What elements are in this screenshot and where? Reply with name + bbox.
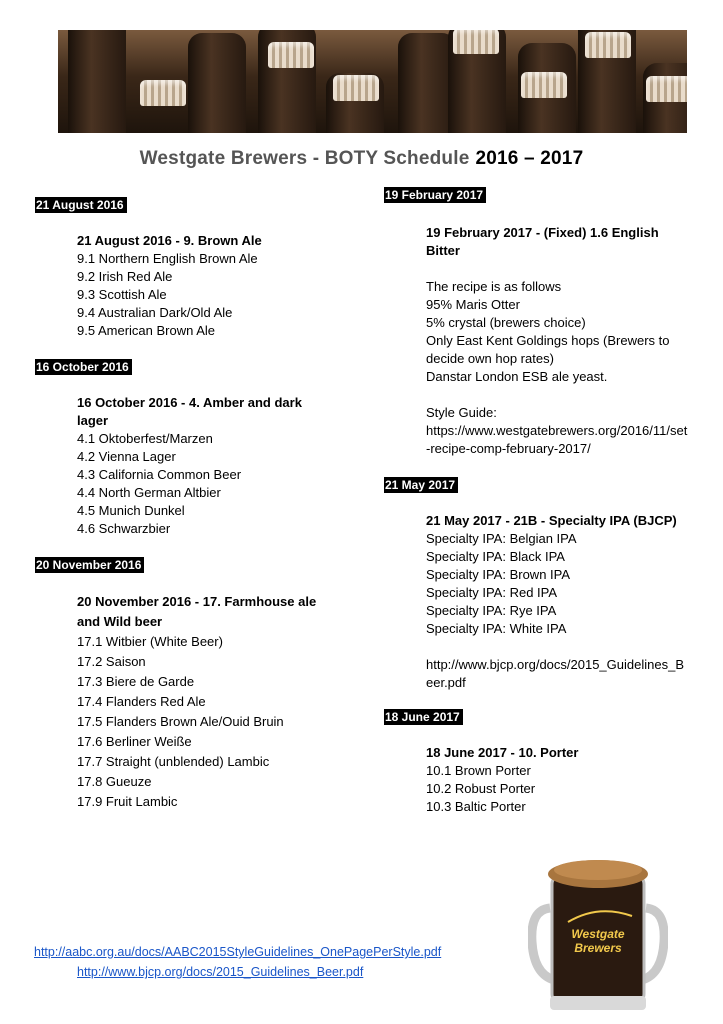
title-text: Westgate Brewers - BOTY Schedule bbox=[139, 148, 470, 169]
date-header: 21 May 2017 bbox=[384, 477, 458, 493]
list-item: 17.7 Straight (unblended) Lambic bbox=[77, 754, 270, 769]
bottle-cap bbox=[646, 76, 687, 102]
list-item: Specialty IPA: Black IPA bbox=[426, 549, 565, 564]
schedule-entry bbox=[35, 358, 335, 538]
header-bottles-photo bbox=[58, 30, 687, 133]
recipe-intro: The recipe is as follows bbox=[426, 279, 562, 294]
list-item: 9.2 Irish Red Ale bbox=[77, 269, 173, 284]
footer-links bbox=[34, 942, 441, 982]
list-item: 5% crystal (brewers choice) bbox=[426, 315, 586, 330]
list-item: 17.1 Witbier (White Beer) bbox=[77, 634, 223, 649]
list-item: 17.5 Flanders Brown Ale/Ouid Bruin bbox=[77, 714, 284, 729]
entry-heading: 18 June 2017 - 10. Porter bbox=[426, 745, 579, 760]
mug-base bbox=[550, 996, 646, 1010]
list-item: 17.6 Berliner Weiße bbox=[77, 734, 192, 749]
list-item: 17.9 Fruit Lambic bbox=[77, 794, 178, 809]
entry-heading: 20 November 2016 - 17. Farmhouse ale and Wild beer bbox=[77, 594, 317, 629]
list-item: 17.3 Biere de Garde bbox=[77, 674, 195, 689]
list-item: 9.1 Northern English Brown Ale bbox=[77, 251, 258, 266]
list-item: 4.2 Vienna Lager bbox=[77, 449, 176, 464]
list-item: Danstar London ESB ale yeast. bbox=[426, 369, 608, 384]
bottle-cap bbox=[453, 30, 499, 54]
date-header: 19 February 2017 bbox=[384, 187, 486, 203]
list-item: 10.1 Brown Porter bbox=[426, 763, 531, 778]
mug-logo-line2: Brewers bbox=[574, 941, 622, 955]
list-item: Specialty IPA: White IPA bbox=[426, 621, 567, 636]
list-item: 17.4 Flanders Red Ale bbox=[77, 694, 206, 709]
entry-heading: 21 August 2016 - 9. Brown Ale bbox=[77, 233, 262, 248]
list-item: 10.3 Baltic Porter bbox=[426, 799, 526, 814]
style-guide-url: https://www.westgatebrewers.org/2016/11/set-recipe-comp-february-2017/ bbox=[426, 423, 688, 456]
list-item: 9.3 Scottish Ale bbox=[77, 287, 167, 302]
bottle bbox=[188, 33, 246, 133]
list-item: Specialty IPA: Brown IPA bbox=[426, 567, 571, 582]
beer-mug-image bbox=[528, 846, 668, 1014]
list-item: 4.1 Oktoberfest/Marzen bbox=[77, 431, 213, 446]
list-item: 95% Maris Otter bbox=[426, 297, 520, 312]
left-column bbox=[35, 196, 335, 812]
bottle-cap bbox=[585, 32, 631, 58]
list-item: 4.6 Schwarzbier bbox=[77, 521, 171, 536]
list-item: 10.2 Robust Porter bbox=[426, 781, 536, 796]
schedule-entry bbox=[384, 708, 694, 816]
date-header: 18 June 2017 bbox=[384, 709, 463, 725]
style-guide-label: Style Guide: bbox=[426, 405, 497, 420]
schedule-entry bbox=[384, 186, 694, 458]
aabc-guidelines-link[interactable]: http://aabc.org.au/docs/AABC2015StyleGuidelines_OnePagePerStyle.pdf bbox=[34, 945, 442, 959]
entry-heading: 21 May 2017 - 21B - Specialty IPA (BJCP) bbox=[426, 513, 677, 528]
schedule-entry bbox=[35, 196, 335, 340]
list-item: 9.4 Australian Dark/Old Ale bbox=[77, 305, 233, 320]
bottle bbox=[68, 30, 126, 133]
bottle-cap bbox=[521, 72, 567, 98]
page-title bbox=[0, 148, 723, 170]
list-item: 4.3 California Common Beer bbox=[77, 467, 242, 482]
bottle-cap bbox=[268, 42, 314, 68]
schedule-entry bbox=[35, 556, 335, 812]
entry-heading: 19 February 2017 - (Fixed) 1.6 English Bitter bbox=[426, 225, 659, 258]
list-item: 17.8 Gueuze bbox=[77, 774, 152, 789]
bjcp-guidelines-link[interactable]: http://www.bjcp.org/docs/2015_Guidelines_Beer.pdf bbox=[77, 965, 364, 979]
list-item: 9.5 American Brown Ale bbox=[77, 323, 216, 338]
list-item: Specialty IPA: Rye IPA bbox=[426, 603, 557, 618]
entry-heading: 16 October 2016 - 4. Amber and dark lager bbox=[77, 395, 302, 428]
list-item: Specialty IPA: Belgian IPA bbox=[426, 531, 577, 546]
bjcp-guide-url: http://www.bjcp.org/docs/2015_Guidelines_Beer.pdf bbox=[426, 657, 684, 690]
list-item: Specialty IPA: Red IPA bbox=[426, 585, 558, 600]
schedule-entry bbox=[384, 476, 694, 692]
date-header: 16 October 2016 bbox=[35, 359, 132, 375]
bottle-cap bbox=[333, 75, 379, 101]
list-item: Only East Kent Goldings hops (Brewers to decide own hop rates) bbox=[426, 333, 670, 366]
bottle-cap bbox=[140, 80, 186, 106]
right-column bbox=[384, 186, 694, 816]
list-item: 4.5 Munich Dunkel bbox=[77, 503, 185, 518]
beer-foam-top bbox=[554, 860, 642, 880]
list-item: 17.2 Saison bbox=[77, 654, 146, 669]
title-years: 2016 – 2017 bbox=[475, 148, 584, 169]
mug-logo-line1: Westgate bbox=[571, 927, 625, 941]
date-header: 21 August 2016 bbox=[35, 197, 127, 213]
list-item: 4.4 North German Altbier bbox=[77, 485, 221, 500]
date-header: 20 November 2016 bbox=[35, 557, 144, 573]
